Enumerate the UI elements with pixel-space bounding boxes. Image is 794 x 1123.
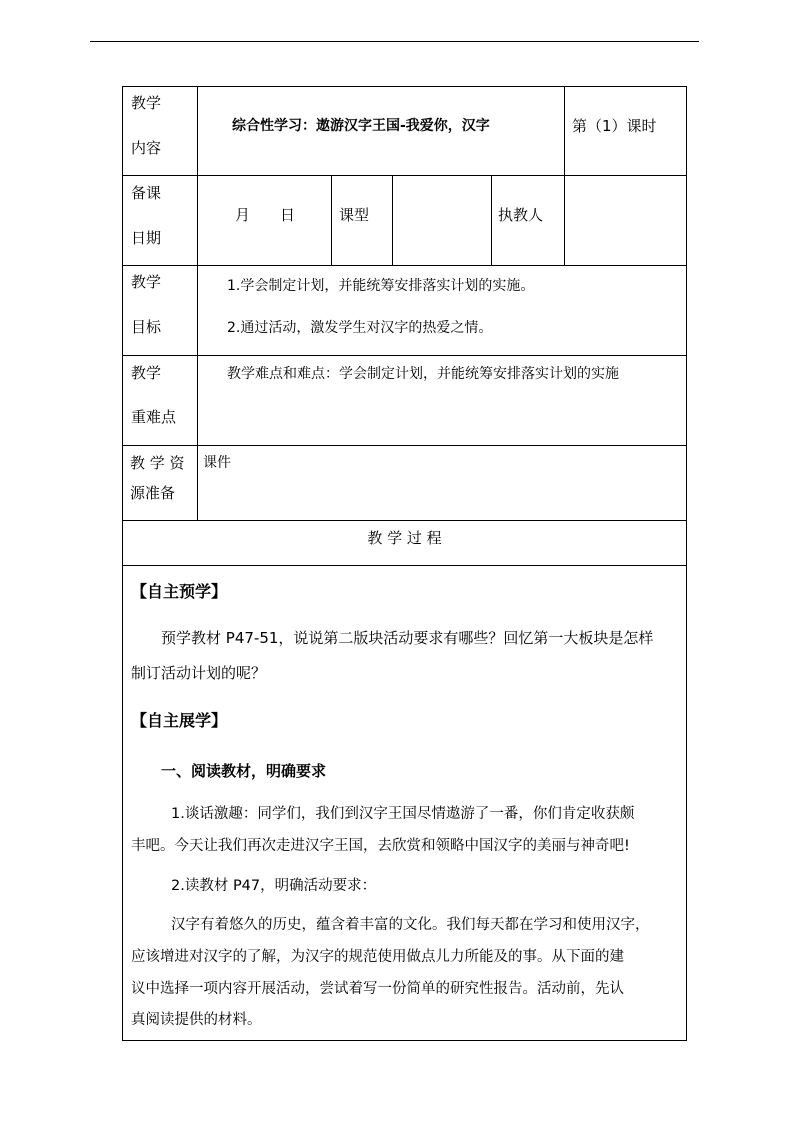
- table-line: [122, 355, 687, 356]
- label-column-divider: [197, 86, 198, 520]
- goals-label-line1: 教学: [131, 273, 162, 291]
- preview-text-line2: 制订活动计划的呢？: [131, 664, 267, 682]
- subsection-read-textbook: 一、阅读教材，明确要求: [161, 762, 327, 780]
- material-line2: 应该增进对汉字的了解，为汉字的规范使用做点儿力所能及的事。从下面的建: [131, 949, 624, 965]
- item-2: 2.读教材 P47，明确活动要求：: [171, 878, 377, 894]
- body-border-left: [122, 565, 123, 1040]
- content-label-line1: 教学: [131, 94, 162, 112]
- goal-1: 1.学会制定计划，并能统筹安排落实计划的实施。: [227, 278, 535, 294]
- table-line: [122, 565, 687, 566]
- table-line: [122, 445, 687, 446]
- goals-label-line2: 目标: [131, 318, 162, 336]
- date-label-line2: 日期: [131, 229, 162, 247]
- table-line: [122, 265, 687, 266]
- material-line1: 汉字有着悠久的历史，蕴含着丰富的文化。我们每天都在学习和使用汉字，: [171, 917, 650, 933]
- preview-text-line1: 预学教材 P47-51，说说第二版块活动要求有哪些？回忆第一大板块是怎样: [161, 629, 654, 647]
- resources-label-line1: 教 学 资: [130, 454, 185, 472]
- material-line4: 真阅读提供的材料。: [131, 1012, 262, 1028]
- date-label-line1: 备课: [131, 184, 162, 202]
- goal-2: 2.通过活动，激发学生对汉字的热爱之情。: [227, 320, 493, 336]
- resources-text: 课件: [203, 455, 231, 471]
- prep-date: 月 日: [235, 206, 296, 224]
- page-header-rule: [90, 41, 699, 42]
- period-divider: [564, 86, 565, 175]
- key-points-text: 教学难点和难点：学会制定计划，并能统筹安排落实计划的实施: [227, 366, 619, 382]
- row2-divider: [491, 175, 492, 265]
- item-1-line1: 1.谈话激趣：同学们，我们到汉字王国尽情遨游了一番，你们肯定收获颇: [171, 806, 635, 822]
- lesson-period: 第（1）课时: [572, 117, 657, 135]
- resources-label-line2: 源准备: [130, 484, 176, 502]
- table-border-right: [686, 86, 687, 565]
- process-heading: 教 学 过 程: [367, 529, 442, 547]
- lesson-type-label: 课型: [339, 206, 370, 224]
- section-self-show-title: 【自主展学】: [131, 711, 228, 730]
- table-border-top: [122, 86, 687, 87]
- table-line: [122, 520, 687, 521]
- key-points-label-line1: 教学: [131, 364, 162, 382]
- table-border-bottom: [122, 1040, 687, 1041]
- row2-divider: [564, 175, 565, 265]
- table-line: [122, 175, 687, 176]
- row2-divider: [331, 175, 332, 265]
- content-label-line2: 内容: [131, 139, 162, 157]
- key-points-label-line2: 重难点: [131, 408, 177, 426]
- lesson-title: 综合性学习：遨游汉字王国-我爱你，汉字: [232, 118, 490, 134]
- material-line3: 议中选择一项内容开展活动，尝试着写一份简单的研究性报告。活动前，先认: [131, 981, 624, 997]
- section-self-preview-title: 【自主预学】: [131, 582, 228, 601]
- row2-divider: [392, 175, 393, 265]
- teacher-label: 执教人: [498, 206, 544, 224]
- table-border-left: [122, 86, 123, 565]
- item-1-line2: 丰吧。今天让我们再次走进汉字王国，去欣赏和领略中国汉字的美丽与神奇吧!: [131, 838, 630, 854]
